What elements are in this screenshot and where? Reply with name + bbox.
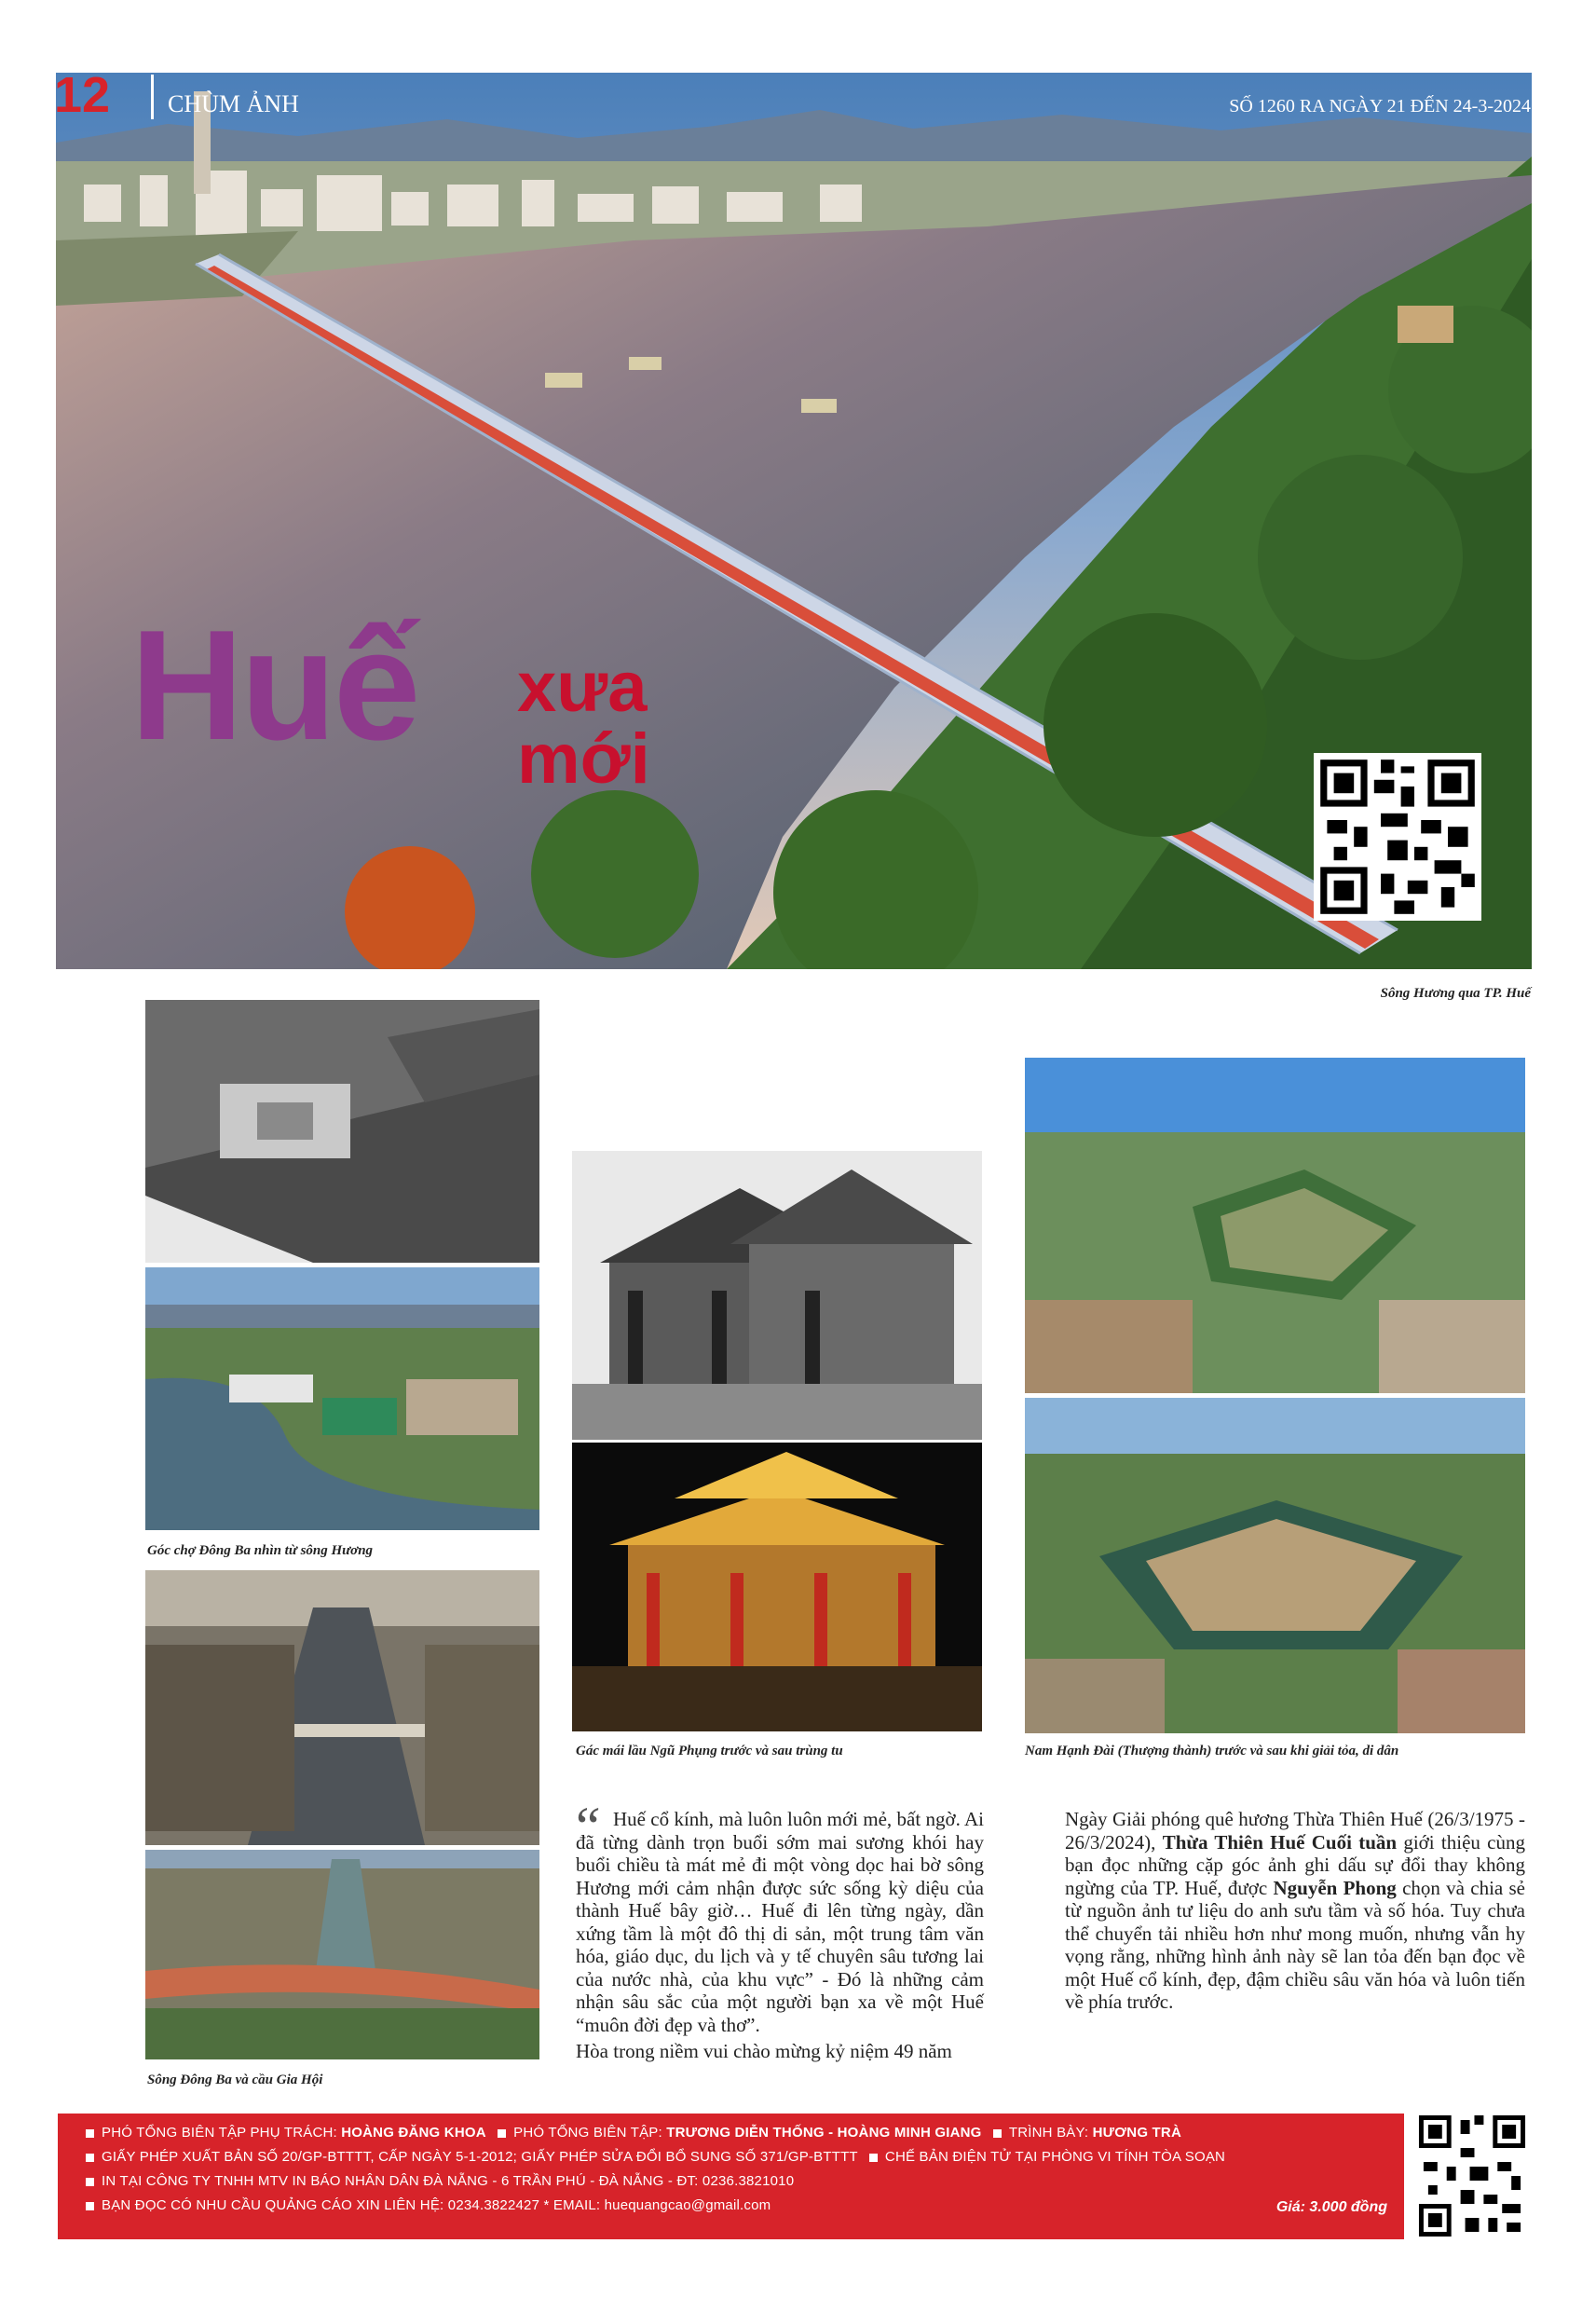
caption-ngu-phung: Gác mái lầu Ngũ Phụng trước và sau trùng tu <box>576 1744 843 1758</box>
article-column-2 <box>1065 1808 1525 2018</box>
article-quote: Huế cổ kính, mà luôn luôn mới mẻ, bất ngờ. Ai đã từng dành trọn buổi sớm mai sương khói hay buổi chiều tà mát mẻ đi một vòng dọc hai bờ sông Hương mới cảm nhận được sức sống kỳ diệu của thành Huế bây giờ… Huế đi lên từng ngày, dần xứng tầm là một đô thị di sản, một trung tâm văn hóa, giáo dục, du lịch và y tế chuyên sâu tương lai của nước nhà, của khu vực” - Đó là những cảm nhận sâu sắc của một người bạn xa về một Huế “muôn đời đẹp và thơ”. <box>576 1808 984 2036</box>
issue-line: SỐ 1260 RA NGÀY 21 ĐẾN 24-3-2024 <box>1229 96 1531 116</box>
footer-price: Giá: 3.000 đồng <box>1275 2199 1387 2215</box>
caption-dong-ba-market: Góc chợ Đông Ba nhìn từ sông Hương <box>147 1543 374 1558</box>
footer-line-printing: IN TẠI CÔNG TY TNHH MTV IN BÁO NHÂN DÂN ĐÀ NẴNG - 6 TRẦN PHÚ - ĐÀ NẴNG - ĐT: 0236.3821010 <box>86 2173 794 2189</box>
footer-line-editors: PHÓ TỔNG BIÊN TẬP PHỤ TRÁCH: HOÀNG ĐĂNG KHOA PHÓ TỔNG BIÊN TẬP: TRƯƠNG DIỄN THỐNG - HOÀNG MINH GIANG TRÌNH BÀY: HƯƠNG TRÀ <box>86 2125 1181 2141</box>
bullet-icon <box>993 2129 1002 2138</box>
article-col2: Ngày Giải phóng quê hương Thừa Thiên Huế (26/3/1975 - 26/3/2024), Thừa Thiên Huế Cuối tuần giới thiệu cùng bạn đọc những cặp góc ảnh ghi dấu sự đổi thay không ngừng của TP. Huế, được Nguyễn Phong chọn và chia sẻ từ nguồn ảnh tư liệu do anh sưu tầm và số hóa. Tuy chưa thể chuyển tải nhiều hơn như mong muốn, nhưng vẫn hy vọng rằng, những hình ảnh này sẽ lan tỏa đến bạn đọc về một Huế cổ kính, đẹp, đậm chiều sâu văn hóa và luôn tiến về phía trước. <box>1065 1808 1525 2013</box>
bullet-icon <box>86 2202 94 2210</box>
photo-nam-hanh-dai-old <box>1025 1058 1525 1393</box>
article-column-1 <box>576 1808 984 2067</box>
bullet-icon <box>86 2129 94 2138</box>
photo-dong-ba-river-new <box>145 1850 539 2059</box>
caption-dong-ba-river: Sông Đông Ba và cầu Gia Hội <box>147 2073 323 2087</box>
bullet-icon <box>86 2154 94 2162</box>
hero-title-hue: Huế <box>130 597 418 773</box>
bullet-icon <box>869 2154 878 2162</box>
quote-mark-icon: “ <box>570 1796 602 1857</box>
footer-line-contact: BẠN ĐỌC CÓ NHU CẦU QUẢNG CÁO XIN LIÊN HỆ: 0234.3822427 * EMAIL: huequangcao@gmail.com <box>86 2197 771 2213</box>
qr-code-footer[interactable] <box>1414 2111 1530 2241</box>
article-paragraph-2: Hòa trong niềm vui chào mừng kỷ niệm 49 năm <box>576 2040 952 2062</box>
footer-line-license: GIẤY PHÉP XUẤT BẢN SỐ 20/GP-BTTTT, CẤP NGÀY 5-1-2012; GIẤY PHÉP SỬA ĐỔI BỔ SUNG SỐ 371/GP-BTTTT CHẾ BẢN ĐIỆN TỬ TẠI PHÒNG VI TÍNH TÒA SOẠN <box>86 2149 1225 2165</box>
photo-ngu-phung-old <box>572 1151 982 1440</box>
header-divider <box>151 75 154 119</box>
photo-nam-hanh-dai-new <box>1025 1398 1525 1733</box>
bullet-icon <box>498 2129 506 2138</box>
photo-dong-ba-old <box>145 1000 539 1263</box>
footer-masthead <box>58 2114 1404 2239</box>
hero-caption: Sông Hương qua TP. Huế <box>1380 986 1531 1001</box>
caption-nam-hanh-dai: Nam Hạnh Đài (Thượng thành) trước và sau khi giải tỏa, di dân <box>1025 1744 1399 1758</box>
hero-photo-huong-river <box>56 73 1532 969</box>
section-label: CHÙM ẢNH <box>168 90 299 117</box>
hero-title-moi: mới <box>517 719 650 799</box>
photo-dong-ba-river-old <box>145 1570 539 1845</box>
qr-code-hero[interactable] <box>1314 753 1481 921</box>
bullet-icon <box>86 2178 94 2186</box>
page-number: 12 <box>54 67 111 123</box>
photo-ngu-phung-new <box>572 1443 982 1731</box>
photo-dong-ba-new <box>145 1267 539 1530</box>
hero-title-xua: xưa <box>517 648 648 727</box>
